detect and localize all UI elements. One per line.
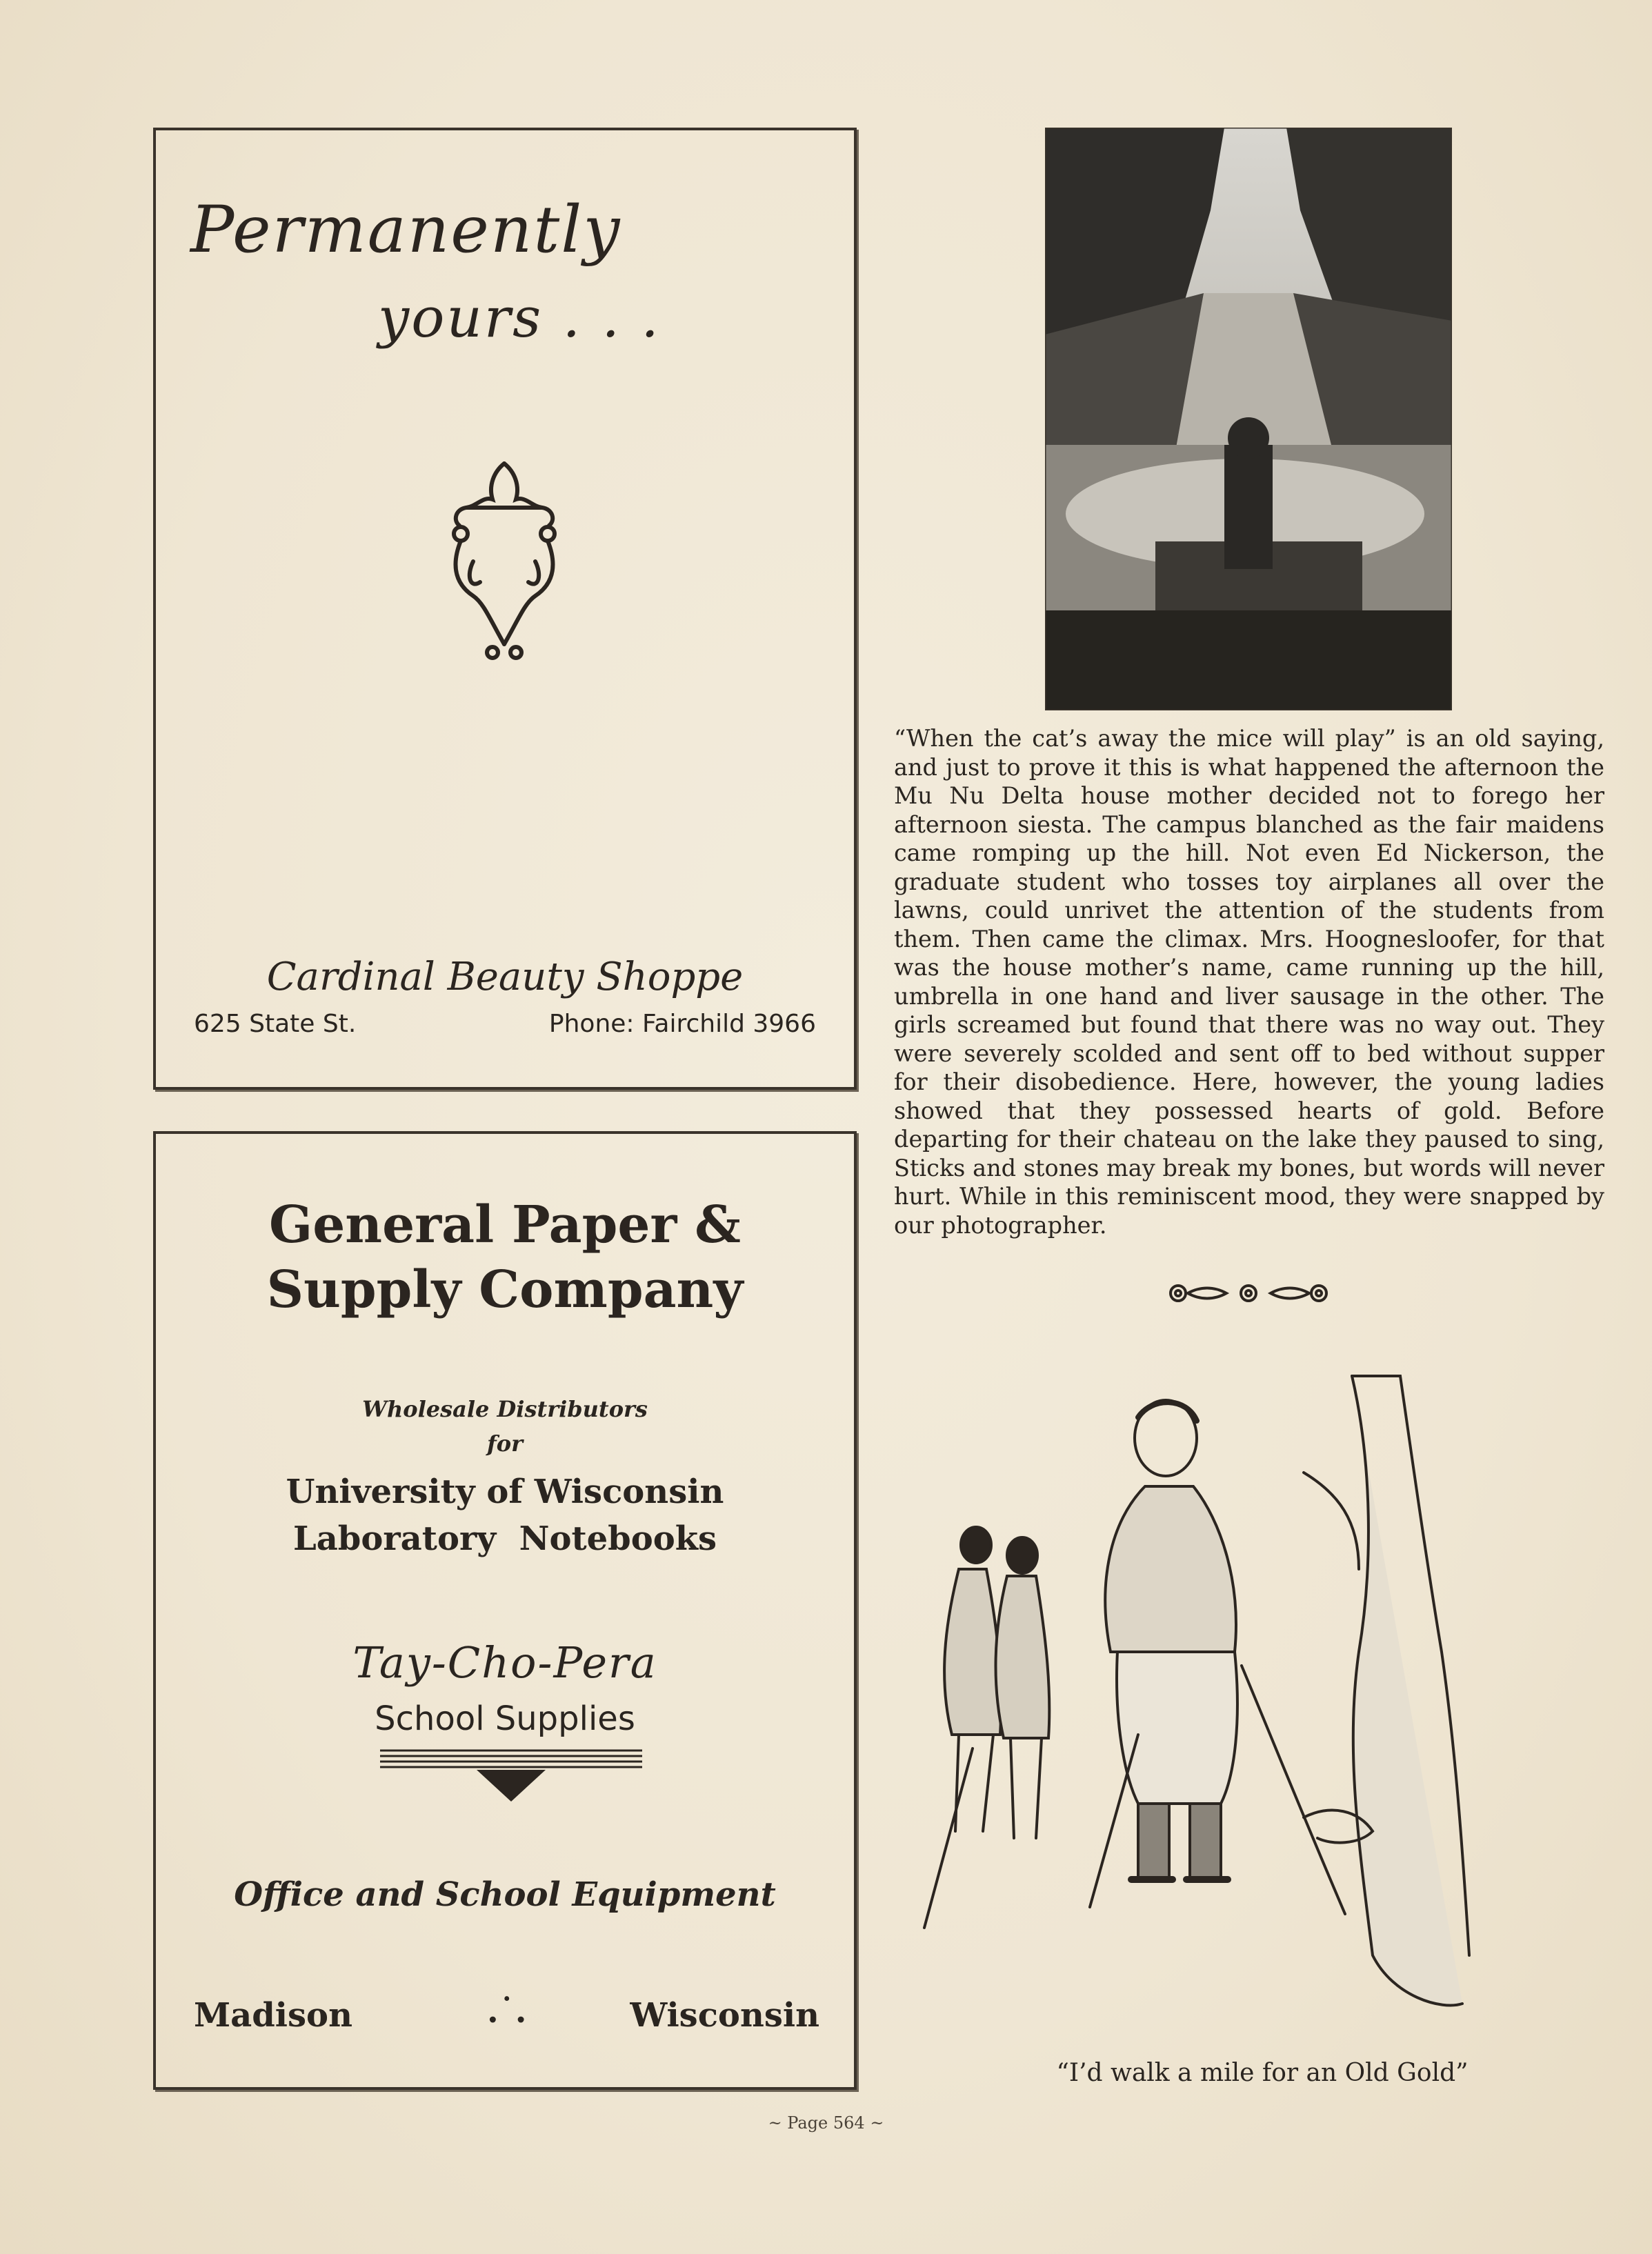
triangle-rule-icon	[380, 1748, 642, 1803]
general-paper-ad	[153, 1131, 857, 2090]
for-label: for	[487, 1430, 523, 1457]
cartoon-caption: “I’d walk a mile for an Old Gold”	[1056, 2059, 1469, 2087]
divider-ornament-icon	[1166, 1279, 1331, 1307]
equipment-line: Office and School Equipment	[234, 1875, 776, 1914]
beauty-shoppe-ad	[153, 128, 857, 1090]
city-label: Madison	[194, 1996, 352, 2035]
brand-name: Tay-Cho-Pera	[352, 1637, 657, 1688]
campus-parade-photo	[1045, 128, 1452, 710]
state-label: Wisconsin	[630, 1996, 819, 2035]
cartoon-illustration	[917, 1362, 1607, 2066]
brand-sub: School Supplies	[375, 1699, 635, 1738]
shop-address: 625 State St.	[194, 1010, 357, 1038]
ad-headline-line2: yours . . .	[378, 286, 661, 350]
urn-ornament-icon	[446, 458, 563, 661]
shop-name: Cardinal Beauty Shoppe	[266, 955, 744, 999]
wholesale-label: Wholesale Distributors	[362, 1396, 648, 1422]
page-number: ~ Page 564 ~	[768, 2113, 884, 2133]
separator-dots: .˙.	[487, 1992, 527, 2031]
shop-phone: Phone: Fairchild 3966	[548, 1010, 816, 1038]
ad-headline-line1: Permanently	[190, 192, 621, 268]
company-title: General Paper & Supply Company	[266, 1195, 744, 1319]
notebooks-line: Laboratory Notebooks	[292, 1519, 717, 1558]
story-paragraph: “When the cat’s away the mice will play” is an old saying, and just to prove it this is what happened the afternoon the Mu Nu Delta house mother decided not to forego her afternoon siesta. The campus blanched as the fair maidens came romping up the hill. Not even Ed Nickerson, the graduate student who tosses toy airplanes all over the lawns, could unrivet the attention of the students from them. Then came the climax. Mrs. Hoognesloofer, for that was the house mother’s name, came running up the hill, umbrella in one hand and liver sausage in the other. The girls screamed but found that there was no way out. They were severely scolded and sent off to bed without supper for their disobedience. Here, however, the young ladies showed that they possessed hearts of gold. Before departing for their chateau on the lake they paused to sing, Sticks and stones may break my bones, but words will never hurt. While in this reminiscent mood, they were snapped by our photographer.	[894, 725, 1604, 1239]
uw-line: University of Wisconsin	[286, 1473, 724, 1511]
